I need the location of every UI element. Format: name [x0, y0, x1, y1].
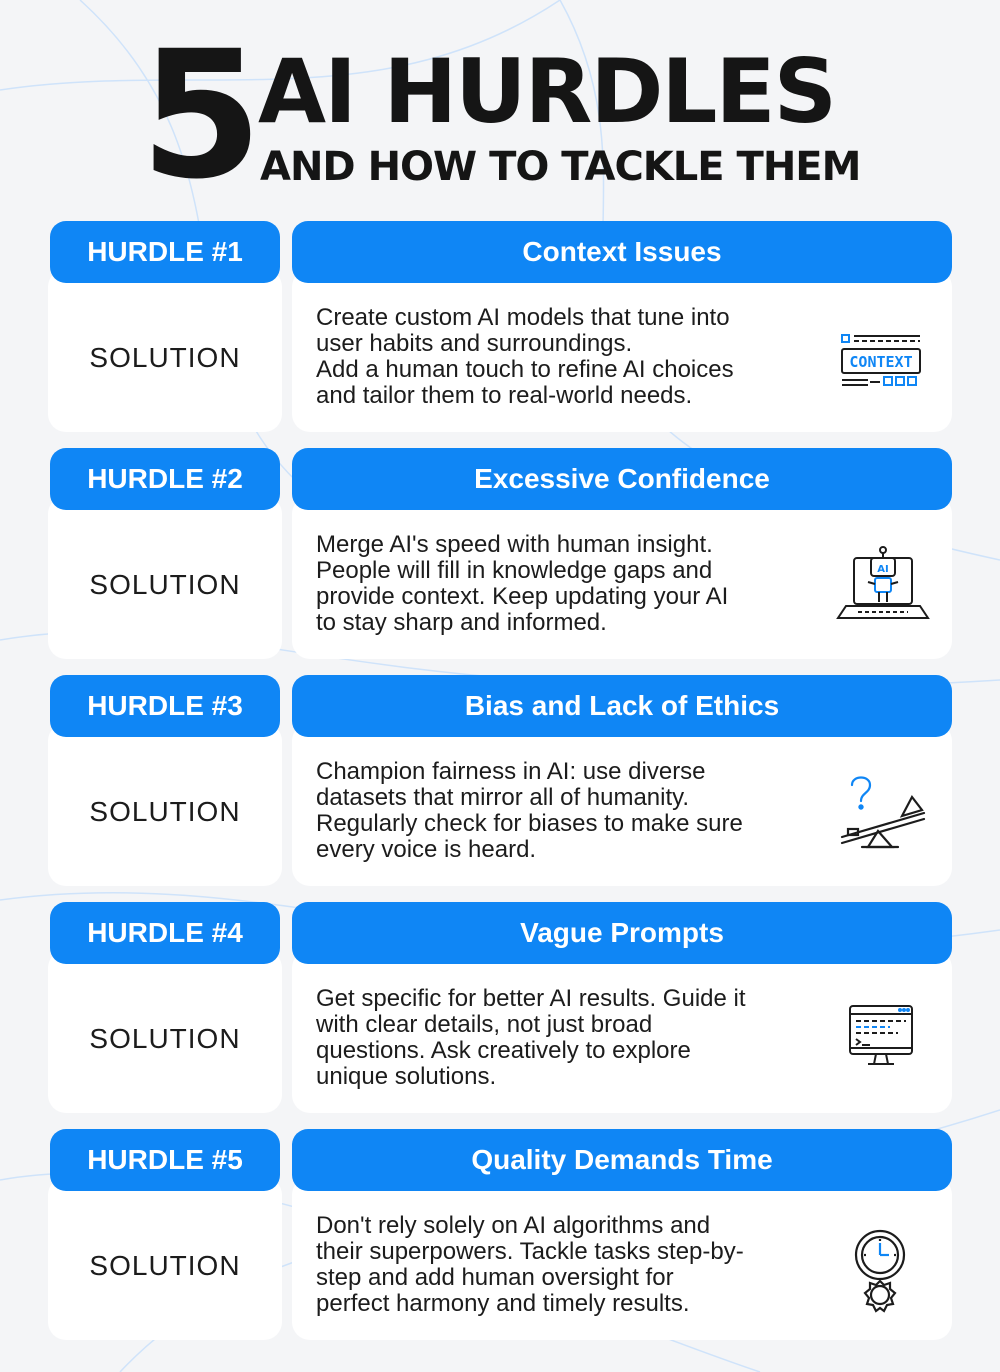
- hurdle-title: Quality Demands Time: [292, 1129, 952, 1191]
- solution-line: Merge AI's speed with human insight.: [316, 531, 713, 558]
- solution-line: Don't rely solely on AI algorithms and: [316, 1212, 711, 1239]
- solution-label: SOLUTION: [89, 795, 241, 827]
- solution-line: to stay sharp and informed.: [316, 609, 607, 636]
- robot-laptop-icon: [828, 544, 938, 634]
- hurdle-title: Vague Prompts: [292, 902, 952, 964]
- hurdle-title: Context Issues: [292, 221, 952, 283]
- solution-text: [316, 986, 816, 1090]
- seesaw-question-icon: [828, 771, 938, 861]
- big-number: 5: [140, 13, 259, 218]
- monitor-code-icon: [828, 998, 938, 1088]
- solution-line: Regularly check for biases to make sure: [316, 810, 743, 837]
- hurdle-row-4: [48, 902, 952, 1113]
- solution-line: Create custom AI models that tune into: [316, 304, 730, 331]
- solution-label: SOLUTION: [89, 341, 241, 373]
- hurdle-tag: HURDLE #4: [50, 902, 280, 964]
- solution-line: datasets that mirror all of humanity.: [316, 784, 690, 811]
- hurdle-tag: HURDLE #5: [50, 1129, 280, 1191]
- clock-gear-icon: [828, 1225, 938, 1315]
- hurdle-title: Bias and Lack of Ethics: [292, 675, 952, 737]
- hurdle-tag: HURDLE #2: [50, 448, 280, 510]
- solution-text: [316, 1213, 816, 1317]
- solution-line: provide context. Keep updating your AI: [316, 583, 729, 610]
- header: [0, 0, 1000, 218]
- solution-label: SOLUTION: [89, 1249, 241, 1281]
- solution-line: Add a human touch to refine AI choices: [316, 356, 734, 383]
- solution-line: and tailor them to real-world needs.: [316, 382, 693, 409]
- solution-line: their superpowers. Tackle tasks step-by-: [316, 1238, 744, 1265]
- solution-text: [316, 305, 816, 409]
- hurdle-row-3: [48, 675, 952, 886]
- solution-text: [316, 532, 816, 636]
- page-subtitle: AND HOW TO TACKLE THEM: [260, 144, 861, 190]
- solution-line: People will fill in knowledge gaps and: [316, 557, 713, 584]
- hurdle-row-2: [48, 448, 952, 659]
- page-title: AI HURDLES: [258, 40, 835, 143]
- hurdle-row-1: [48, 221, 952, 432]
- context-icon: [828, 317, 938, 407]
- solution-line: Get specific for better AI results. Guide it: [316, 985, 746, 1012]
- solution-line: questions. Ask creatively to explore: [316, 1037, 691, 1064]
- hurdle-title: Excessive Confidence: [292, 448, 952, 510]
- context-icon-label: CONTEXT: [849, 353, 913, 371]
- solution-label: SOLUTION: [89, 1022, 241, 1054]
- hurdle-tag: HURDLE #3: [50, 675, 280, 737]
- solution-line: unique solutions.: [316, 1063, 497, 1090]
- solution-label: SOLUTION: [89, 568, 241, 600]
- hurdle-row-5: [48, 1129, 952, 1340]
- solution-line: user habits and surroundings.: [316, 330, 633, 357]
- solution-line: every voice is heard.: [316, 836, 537, 863]
- solution-line: perfect harmony and timely results.: [316, 1290, 690, 1317]
- solution-line: step and add human oversight for: [316, 1264, 674, 1291]
- solution-text: [316, 759, 816, 863]
- solution-line: with clear details, not just broad: [316, 1011, 653, 1038]
- hurdle-tag: HURDLE #1: [50, 221, 280, 283]
- solution-line: Champion fairness in AI: use diverse: [316, 758, 706, 785]
- robot-icon-label: AI: [877, 564, 889, 575]
